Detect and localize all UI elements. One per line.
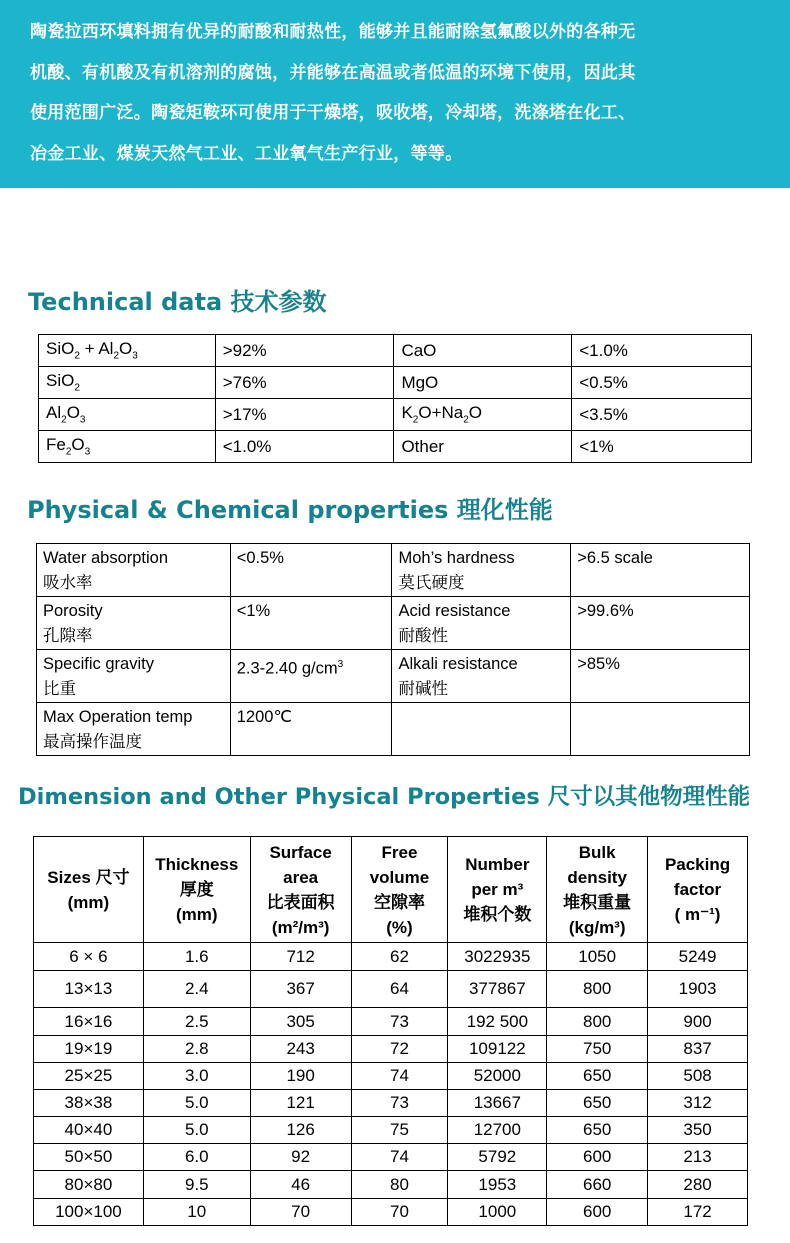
formula-subscript: 2 — [412, 414, 419, 426]
formula-text: O — [71, 435, 85, 455]
table-cell: 5.0 — [143, 1117, 250, 1144]
technical-heading: Technical data 技术参数 — [28, 288, 327, 316]
table-row — [34, 1117, 748, 1144]
column-header-line: 堆积重量 — [563, 892, 632, 912]
table-cell — [394, 399, 572, 431]
formula-subscript: 2 — [74, 382, 80, 394]
property-name-en: Acid resistance — [398, 602, 511, 620]
table-cell: 600 — [547, 1199, 648, 1226]
table-cell: <1% — [572, 431, 752, 463]
property-value: >85% — [577, 655, 620, 673]
column-header-line: Sizes 尺寸 — [47, 867, 130, 887]
table-cell: 172 — [648, 1199, 748, 1226]
column-header-line: density — [567, 867, 627, 887]
table-cell: 70 — [250, 1199, 351, 1226]
table-cell: <3.5% — [572, 399, 752, 431]
technical-table — [38, 334, 752, 463]
column-header-line: Number — [465, 855, 530, 874]
table-cell: 9.5 — [143, 1171, 250, 1199]
table-cell: 1050 — [547, 943, 648, 971]
table-cell: 2.8 — [143, 1036, 250, 1063]
table-cell: 13×13 — [34, 971, 144, 1008]
table-cell — [37, 597, 231, 650]
table-cell: 74 — [351, 1144, 448, 1171]
table-row — [34, 1063, 748, 1090]
table-cell: 80 — [351, 1171, 448, 1199]
table-cell: >76% — [215, 367, 394, 399]
table-cell: 10 — [143, 1199, 250, 1226]
physical-heading: Physical & Chemical properties 理化性能 — [27, 496, 553, 524]
formula-text: SiO — [46, 339, 75, 359]
table-cell: 74 — [351, 1063, 448, 1090]
column-header-line: (mm) — [175, 905, 218, 924]
table-cell: <1.0% — [215, 431, 394, 463]
table-cell: 121 — [250, 1090, 351, 1117]
table-cell: 3.0 — [143, 1063, 250, 1090]
column-header-line: volume — [369, 867, 430, 887]
formula-text: O — [468, 403, 483, 423]
table-cell: 16×16 — [34, 1008, 144, 1036]
physical-table — [36, 543, 750, 756]
table-cell: 73 — [351, 1090, 448, 1117]
property-name-cn: 孔隙率 — [43, 627, 93, 645]
column-header-line: 比表面积 — [266, 892, 335, 912]
intro-line: 使用范围广泛。陶瓷矩鞍环可使用于干燥塔，吸收塔，冷却塔，洗涤塔在化工、 — [30, 103, 636, 123]
table-cell: 305 — [250, 1008, 351, 1036]
column-header-line: Packing — [664, 855, 731, 874]
formula-text: Other — [401, 436, 444, 456]
table-cell: 126 — [250, 1117, 351, 1144]
table-cell — [571, 650, 750, 703]
intro-text — [30, 12, 775, 174]
column-header-line: 厚度 — [179, 880, 214, 899]
table-row — [39, 399, 752, 431]
table-cell — [571, 544, 750, 597]
column-header-line: 堆积个数 — [463, 905, 532, 924]
formula-text: O — [66, 403, 80, 423]
table-cell — [37, 544, 231, 597]
table-cell: 2.4 — [143, 971, 250, 1008]
table-row — [34, 1036, 748, 1063]
table-cell: 650 — [547, 1063, 648, 1090]
column-header-line: factor — [673, 880, 722, 899]
table-row — [37, 703, 750, 756]
property-name-cn: 耐碱性 — [398, 680, 448, 698]
table-cell: 5249 — [648, 943, 748, 971]
table-cell: 750 — [547, 1036, 648, 1063]
property-name-en: Moh’s hardness — [398, 549, 515, 567]
table-cell: 660 — [547, 1171, 648, 1199]
formula-text: K — [401, 403, 413, 423]
column-header-line: 空隙率 — [373, 892, 425, 912]
table-row — [34, 1144, 748, 1171]
table-cell: 40×40 — [34, 1117, 144, 1144]
table-cell: 280 — [648, 1171, 748, 1199]
table-cell: 800 — [547, 1008, 648, 1036]
table-cell: >17% — [215, 399, 394, 431]
table-cell: 837 — [648, 1036, 748, 1063]
formula-text: + Al — [79, 339, 114, 359]
table-cell: 62 — [351, 943, 448, 971]
table-cell: 192 500 — [448, 1008, 547, 1036]
intro-banner — [0, 0, 790, 188]
formula-subscript: 2 — [463, 414, 469, 426]
table-cell: 92 — [250, 1144, 351, 1171]
column-header-line: Free — [381, 842, 418, 862]
property-value: 1200℃ — [236, 708, 292, 726]
property-name-cn: 比重 — [43, 680, 76, 698]
formula-text: Al — [46, 403, 62, 423]
table-cell — [394, 367, 572, 399]
table-row — [39, 431, 752, 463]
dimension-heading: Dimension and Other Physical Properties 尺寸以其他物理性能 — [18, 784, 751, 810]
column-header-line: Bulk — [578, 842, 616, 862]
table-cell: 109122 — [448, 1036, 547, 1063]
table-cell: 3022935 — [448, 943, 547, 971]
table-cell — [37, 650, 231, 703]
column-header-line: per m³ — [471, 880, 524, 899]
table-cell: 367 — [250, 971, 351, 1008]
table-cell: 70 — [351, 1199, 448, 1226]
table-cell: 650 — [547, 1117, 648, 1144]
column-header — [448, 837, 547, 943]
table-cell: 46 — [250, 1171, 351, 1199]
property-value: 2.3-2.40 g/cm — [236, 659, 338, 678]
table-cell: 13667 — [448, 1090, 547, 1117]
table-cell — [39, 367, 216, 399]
table-cell — [392, 597, 571, 650]
table-cell: 800 — [547, 971, 648, 1008]
table-cell: 6.0 — [143, 1144, 250, 1171]
table-row — [34, 1171, 748, 1199]
formula-subscript: 2 — [65, 446, 72, 458]
column-header-line: area — [283, 867, 319, 887]
formula-subscript: 3 — [79, 414, 86, 426]
table-cell — [394, 431, 572, 463]
property-name-en: Specific gravity — [43, 655, 154, 673]
property-name-cn: 莫氏硬度 — [398, 574, 465, 592]
table-cell — [39, 335, 216, 367]
table-cell: 243 — [250, 1036, 351, 1063]
table-cell: 5792 — [448, 1144, 547, 1171]
property-name-cn: 最高操作温度 — [43, 733, 142, 751]
table-cell: 73 — [351, 1008, 448, 1036]
column-header — [250, 837, 351, 943]
column-header-line: Surface — [269, 842, 332, 862]
property-value: >99.6% — [577, 602, 634, 620]
property-name-cn: 耐酸性 — [398, 627, 448, 645]
table-row — [39, 367, 752, 399]
table-cell: 2.5 — [143, 1008, 250, 1036]
table-cell: 100×100 — [34, 1199, 144, 1226]
property-name-en: Water absorption — [43, 549, 169, 567]
column-header — [648, 837, 748, 943]
intro-line: 机酸、有机酸及有机溶剂的腐蚀，并能够在高温或者低温的环境下使用，因此其 — [30, 62, 636, 83]
property-name-en: Alkali resistance — [398, 655, 518, 673]
column-header-line: (%) — [386, 917, 413, 937]
table-cell: 1953 — [448, 1171, 547, 1199]
table-row — [37, 650, 750, 703]
table-cell — [571, 703, 750, 756]
property-value: <0.5% — [236, 549, 284, 567]
table-cell: 900 — [648, 1008, 748, 1036]
table-row — [34, 1199, 748, 1226]
table-cell: 1.6 — [143, 943, 250, 971]
table-cell — [571, 597, 750, 650]
table-cell: 377867 — [448, 971, 547, 1008]
table-cell: 213 — [648, 1144, 748, 1171]
formula-text: Fe — [46, 435, 66, 455]
formula-text: O — [119, 339, 133, 359]
table-cell: 52000 — [448, 1063, 547, 1090]
table-cell: 1903 — [648, 971, 748, 1008]
column-header-line: (m²/m³) — [271, 917, 330, 937]
formula-text: MgO — [401, 372, 439, 392]
formula-text: SiO — [46, 371, 75, 391]
table-cell: 72 — [351, 1036, 448, 1063]
formula-text: O+Na — [418, 403, 464, 423]
table-cell: >92% — [215, 335, 394, 367]
table-row — [34, 1090, 748, 1117]
table-cell — [392, 650, 571, 703]
table-cell: 600 — [547, 1144, 648, 1171]
table-cell: 190 — [250, 1063, 351, 1090]
column-header — [143, 837, 250, 943]
formula-text: CaO — [401, 340, 437, 360]
table-row — [34, 1008, 748, 1036]
formula-subscript: 2 — [61, 414, 67, 426]
column-header-line: ( m⁻¹) — [674, 905, 721, 924]
table-row — [34, 943, 748, 971]
table-row — [39, 335, 752, 367]
intro-line: 陶瓷拉西环填料拥有优异的耐酸和耐热性，能够并且能耐除氢氟酸以外的各种无 — [30, 22, 636, 42]
table-cell — [394, 335, 572, 367]
property-value: <1% — [236, 602, 271, 620]
table-cell: 50×50 — [34, 1144, 144, 1171]
table-cell: 5.0 — [143, 1090, 250, 1117]
table-cell: 650 — [547, 1090, 648, 1117]
table-row — [34, 971, 748, 1008]
formula-subscript: 2 — [74, 350, 80, 362]
table-cell — [230, 650, 392, 703]
table-cell: 38×38 — [34, 1090, 144, 1117]
table-cell: 312 — [648, 1090, 748, 1117]
table-cell — [230, 597, 392, 650]
table-cell — [39, 431, 216, 463]
property-name-en: Max Operation temp — [43, 708, 193, 726]
table-cell: 75 — [351, 1117, 448, 1144]
property-name-cn: 吸水率 — [43, 574, 93, 592]
table-cell: 712 — [250, 943, 351, 971]
table-cell — [392, 703, 571, 756]
column-header — [351, 837, 448, 943]
table-cell: <0.5% — [572, 367, 752, 399]
table-cell — [39, 399, 216, 431]
table-row — [37, 597, 750, 650]
table-cell — [230, 703, 392, 756]
column-header — [547, 837, 648, 943]
formula-subscript: 3 — [132, 350, 138, 362]
table-cell: 6 × 6 — [34, 943, 144, 971]
table-cell: 25×25 — [34, 1063, 144, 1090]
table-row — [37, 544, 750, 597]
column-header-line: (mm) — [67, 892, 110, 912]
table-cell: 1000 — [448, 1199, 547, 1226]
formula-subscript: 2 — [113, 350, 120, 362]
table-cell: 508 — [648, 1063, 748, 1090]
dimension-table — [33, 836, 748, 1226]
table-cell: <1.0% — [572, 335, 752, 367]
table-cell — [37, 703, 231, 756]
column-header — [34, 837, 144, 943]
table-cell: 12700 — [448, 1117, 547, 1144]
intro-line: 冶金工业、煤炭天然气工业、工业氧气生产行业，等等。 — [30, 143, 463, 164]
table-cell: 80×80 — [34, 1171, 144, 1199]
table-cell: 19×19 — [34, 1036, 144, 1063]
unit-superscript: 3 — [337, 659, 344, 670]
formula-subscript: 3 — [84, 446, 91, 458]
property-name-en: Porosity — [43, 602, 103, 620]
table-cell — [392, 544, 571, 597]
property-value: >6.5 scale — [577, 549, 653, 567]
table-cell: 350 — [648, 1117, 748, 1144]
column-header-line: (kg/m³) — [568, 917, 626, 937]
table-cell — [230, 544, 392, 597]
table-cell: 64 — [351, 971, 448, 1008]
column-header-line: Thickness — [155, 855, 239, 874]
